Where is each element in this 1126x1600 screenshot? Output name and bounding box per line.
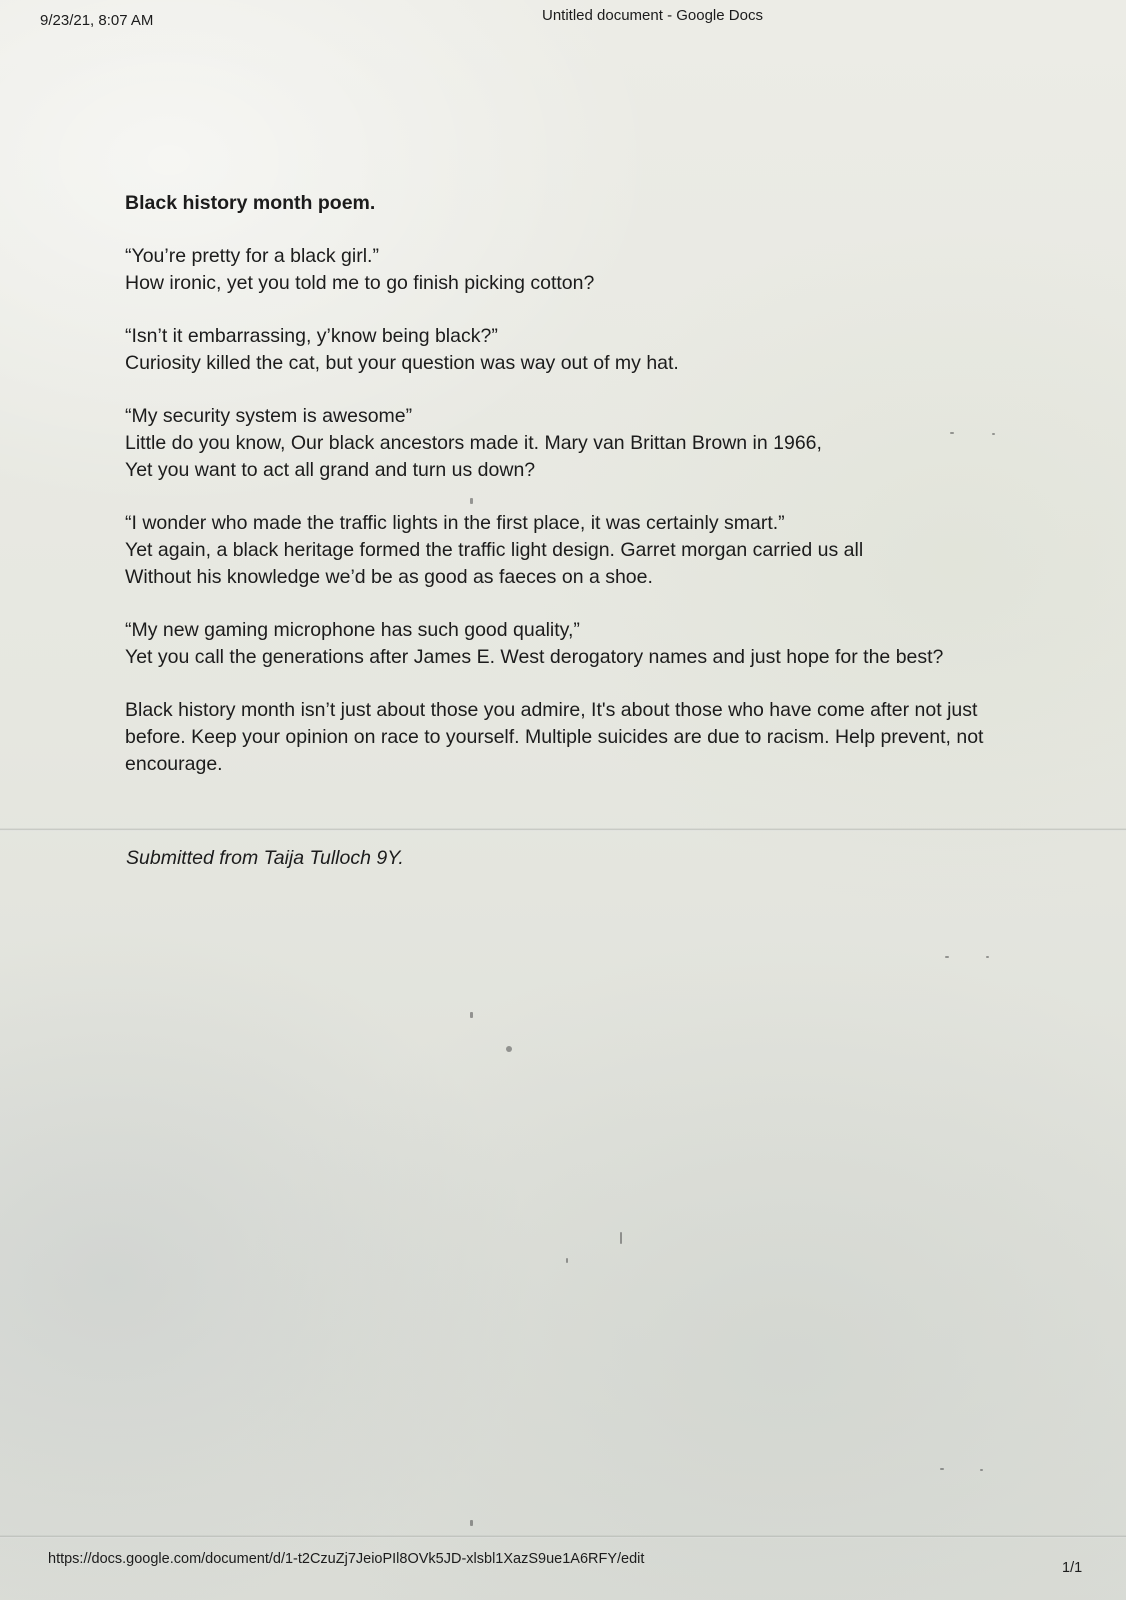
stanza-line: “You’re pretty for a black girl.”	[125, 245, 379, 267]
print-datetime: 9/23/21, 8:07 AM	[40, 12, 154, 29]
paper-fold-line	[0, 1535, 1126, 1538]
stanza-line: “Isn’t it embarrassing, y’know being black?”	[125, 325, 498, 347]
paper-speck	[986, 956, 989, 958]
stanza-line: “My security system is awesome”	[125, 405, 413, 427]
paper-speck	[470, 1012, 473, 1018]
signature: Submitted from Taija Tulloch 9Y.	[126, 847, 404, 869]
stanza	[125, 403, 1025, 484]
stanza-line: Yet again, a black heritage formed the traffic light design. Garret morgan carried us all	[125, 539, 864, 561]
paper-speck	[945, 956, 949, 958]
paper-fold-line	[0, 828, 1126, 831]
print-footer-url: https://docs.google.com/document/d/1-t2CzuZj7JeioPIl8OVk5JD-xlsbl1XazS9ue1A6RFY/edit	[48, 1551, 645, 1567]
paper-speck	[620, 1232, 622, 1244]
stanza-line: Without his knowledge we’d be as good as faeces on a shoe.	[125, 566, 653, 588]
paper-speck	[992, 433, 995, 435]
stanza-line: “I wonder who made the traffic lights in the first place, it was certainly smart.”	[125, 512, 785, 534]
paper-speck	[950, 432, 954, 434]
stanza	[125, 617, 1025, 671]
stanza-line: “My new gaming microphone has such good quality,”	[125, 619, 580, 641]
stanza	[125, 510, 1025, 591]
print-doc-title: Untitled document - Google Docs	[542, 7, 763, 24]
stanza-line: Yet you call the generations after James E. West derogatory names and just hope for the best?	[125, 646, 944, 668]
paper-speck	[980, 1469, 983, 1471]
paper-speck	[566, 1258, 568, 1263]
stanza	[125, 323, 1025, 377]
stanza	[125, 243, 1025, 297]
poem-title: Black history month poem.	[125, 192, 376, 214]
paper-speck	[470, 1520, 473, 1526]
closing-paragraph: Black history month isn’t just about those you admire, It's about those who have come after not just before. Keep your opinion on race to yourself. Multiple suicides are due to racism. Help prevent, not encourage.	[125, 699, 984, 775]
paper-speck	[940, 1468, 944, 1470]
stanza-line: How ironic, yet you told me to go finish picking cotton?	[125, 272, 595, 294]
document-body	[125, 190, 1025, 778]
paper-speck	[506, 1046, 512, 1052]
stanza-line: Little do you know, Our black ancestors made it. Mary van Brittan Brown in 1966,	[125, 432, 822, 454]
print-page-number: 1/1	[1062, 1560, 1083, 1576]
paper-speck	[470, 498, 473, 504]
stanza-line: Curiosity killed the cat, but your question was way out of my hat.	[125, 352, 679, 374]
stanza-line: Yet you want to act all grand and turn us down?	[125, 459, 536, 481]
